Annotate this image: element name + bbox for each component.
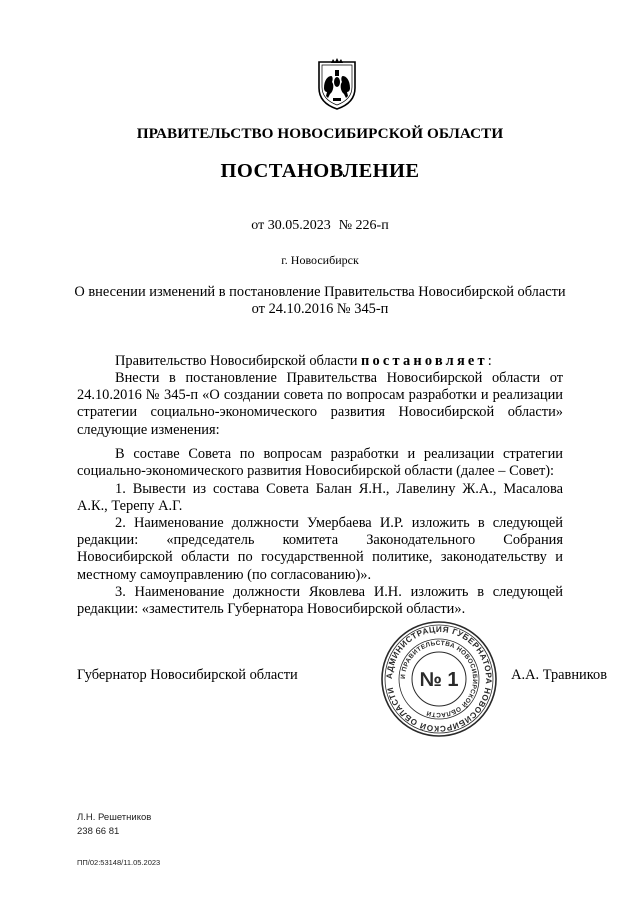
preamble-verb: постановляет <box>361 353 488 369</box>
government-name: ПРАВИТЕЛЬСТВО НОВОСИБИРСКОЙ ОБЛАСТИ <box>136 125 504 142</box>
city-name: г. Новосибирск <box>281 253 359 267</box>
document-subject <box>0 284 640 318</box>
signatory-name: А.А. Травников <box>511 667 607 683</box>
coat-of-arms-icon <box>316 58 358 110</box>
executor-phone: 238 66 81 <box>77 826 120 837</box>
document-date: от 30.05.2023 <box>251 218 331 233</box>
item-1: 1. Вывести из состава Совета Балан Я.Н., Лавелину Ж.А., Масалова А.К., Терепу А.Г. <box>77 481 563 515</box>
document-code: ПП/02:53148/11.05.2023 <box>77 858 161 867</box>
preamble <box>77 353 563 370</box>
subject-line-1: О внесении изменений в постановление Правительства Новосибирской области <box>74 284 566 300</box>
document-date-number <box>0 218 640 234</box>
preamble-end: : <box>487 353 492 369</box>
official-seal-icon <box>380 620 498 738</box>
seal-inner-text: И ПРАВИТЕЛЬСТВА НОВОСИБИРСКОЙ ОБЛАСТИ <box>399 639 479 719</box>
preamble-text: Правительство Новосибирской области <box>115 353 362 369</box>
document-number: № 226-п <box>338 218 389 233</box>
seal-number: № 1 <box>419 669 459 691</box>
item-2: 2. Наименование должности Умербаева И.Р. изложить в следующей редакции: «председатель комитета Законодательного Собрания Новосибирской области по государственной политике, законодательству и местному самоуправлению (по согласованию)». <box>77 515 563 583</box>
seal-outer-text: АДМИНИСТРАЦИЯ ГУБЕРНАТОРА НОВОСИБИРСКОЙ ОБЛАСТИ <box>384 624 494 734</box>
subject-line-2: от 24.10.2016 № 345-п <box>251 301 389 317</box>
amendment-intro: Внести в постановление Правительства Новосибирской области от 24.10.2016 № 345-п «О создании совета по вопросам разработки и реализации стратегии социально-экономического развития Новосибирской области» следующие изменения: <box>77 370 563 438</box>
document-type: ПОСТАНОВЛЕНИЕ <box>220 160 420 182</box>
council-intro: В составе Совета по вопросам разработки и реализации стратегии социально-экономического развития Новосибирской области (далее – Совет): <box>77 446 563 480</box>
signatory-title: Губернатор Новосибирской области <box>77 667 298 683</box>
item-3: 3. Наименование должности Яковлева И.Н. изложить в следующей редакции: «заместитель Губернатора Новосибирской области». <box>77 584 563 618</box>
executor-name: Л.Н. Решетников <box>77 812 152 823</box>
